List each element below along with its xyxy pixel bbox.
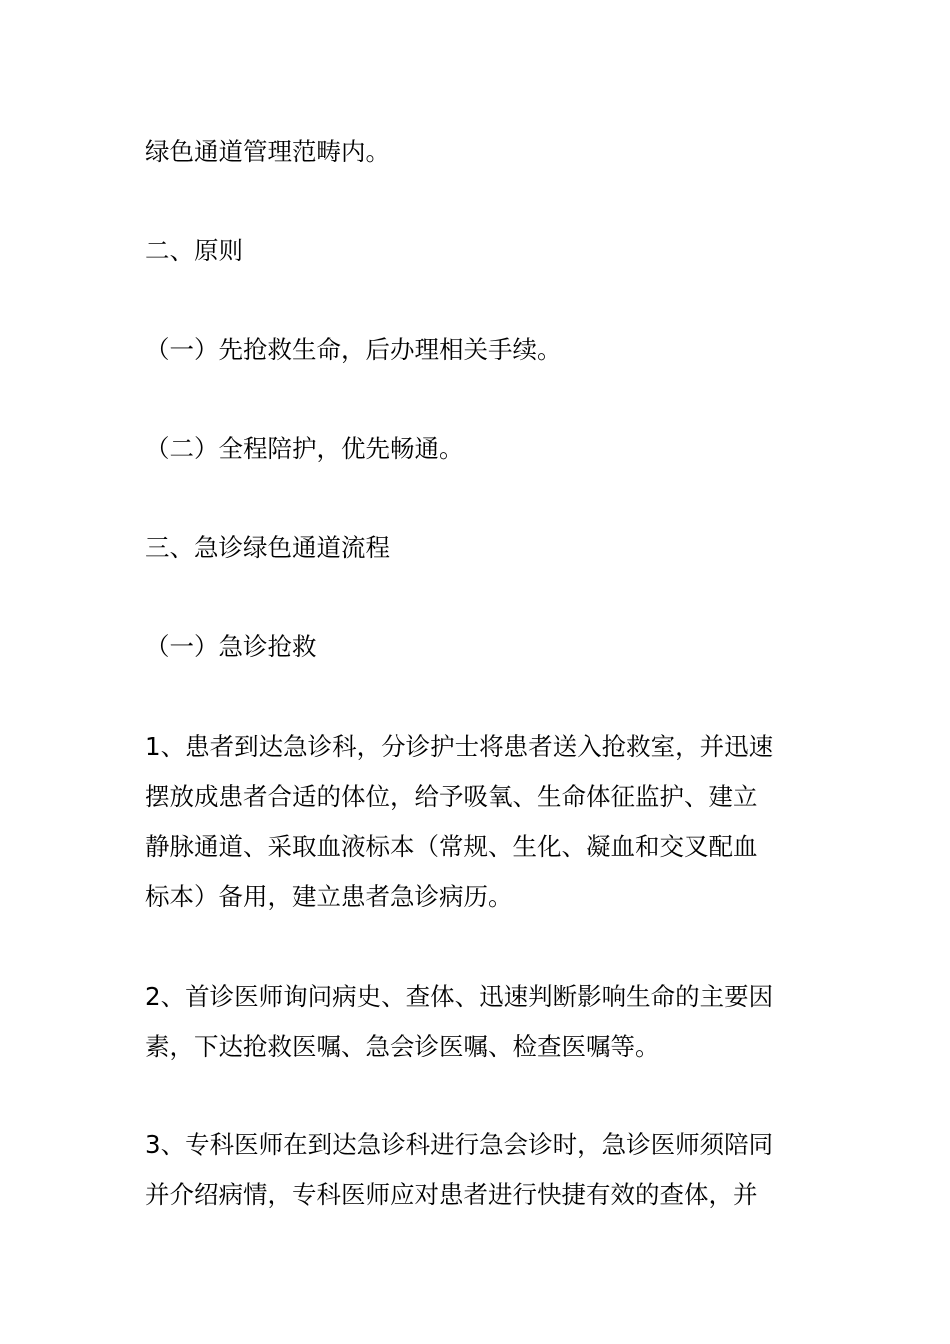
text-line: （一）急诊抢救	[145, 632, 317, 661]
text-line: 素，下达抢救医嘱、急会诊医嘱、检查医嘱等。	[145, 1032, 660, 1061]
text-line: （二）全程陪护，优先畅通。	[145, 434, 464, 463]
section-heading-process	[145, 523, 810, 573]
principle-item-2	[145, 424, 810, 474]
text-line: 3、专科医师在到达急诊科进行急会诊时，急诊医师须陪同	[145, 1130, 774, 1159]
step-paragraph-3	[145, 1120, 810, 1220]
text-line: 三、急诊绿色通道流程	[145, 533, 390, 562]
step-paragraph-2	[145, 972, 810, 1072]
text-line: 绿色通道管理范畴内。	[145, 137, 390, 166]
text-line: 1、患者到达急诊科，分诊护士将患者送入抢救室，并迅速	[145, 732, 774, 761]
paragraph-scope-end	[145, 127, 810, 177]
step-paragraph-1	[145, 722, 810, 922]
text-line: （一）先抢救生命，后办理相关手续。	[145, 335, 562, 364]
section-heading-principles	[145, 226, 810, 276]
text-line: 标本）备用，建立患者急诊病历。	[145, 882, 513, 911]
text-line: 并介绍病情，专科医师应对患者进行快捷有效的查体，并	[145, 1180, 758, 1209]
text-line: 2、首诊医师询问病史、查体、迅速判断影响生命的主要因	[145, 982, 774, 1011]
subsection-heading-rescue	[145, 622, 810, 672]
text-line: 二、原则	[145, 236, 243, 265]
principle-item-1	[145, 325, 810, 375]
text-line: 摆放成患者合适的体位，给予吸氧、生命体征监护、建立	[145, 782, 758, 811]
text-line: 静脉通道、采取血液标本（常规、生化、凝血和交叉配血	[145, 832, 758, 861]
